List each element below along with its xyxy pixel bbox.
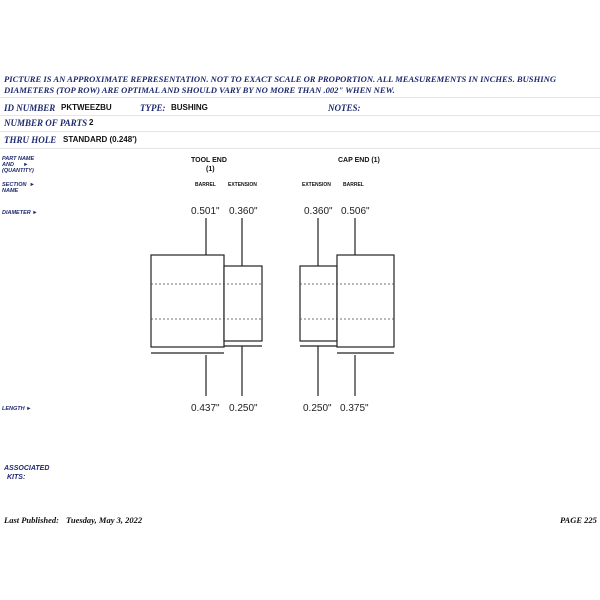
associated-kits-label: ASSOCIATED KITS: (4, 465, 50, 481)
cap-extension-length: 0.250" (303, 403, 332, 414)
tool-barrel-length: 0.437" (191, 403, 220, 414)
cap-barrel-shape (337, 255, 394, 347)
thru-hole-value: STANDARD (0.248') (63, 135, 137, 144)
arrow-icon: ► (23, 162, 29, 168)
tool-extension-length: 0.250" (229, 403, 258, 414)
number-of-parts-value: 2 (89, 118, 94, 127)
disclaimer-line-1: PICTURE IS AN APPROXIMATE REPRESENTATION. NOT TO EXACT SCALE OR PROPORTION. ALL MEASUREMENTS IN INCHES. BUSHING (4, 74, 557, 84)
diameter-label: DIAMETER ► (2, 210, 38, 216)
disclaimer-line-2: DIAMETERS (TOP ROW) ARE OPTIMAL AND SHOULD VARY BY NO MORE THAN .002" WHEN NEW. (4, 85, 395, 95)
cap-end-title: CAP END (1) (338, 157, 380, 164)
tool-extension-shape (224, 266, 262, 341)
length-label: LENGTH ► (2, 406, 32, 412)
notes-label: NOTES: (328, 103, 361, 113)
last-published-date: Tuesday, May 3, 2022 (66, 515, 143, 525)
last-published-label: Last Published: (4, 515, 60, 525)
tool-barrel-shape (151, 255, 224, 347)
tool-barrel-diameter: 0.501" (191, 206, 220, 217)
type-label: TYPE: (140, 103, 166, 113)
cap-barrel-length: 0.375" (340, 403, 369, 414)
tool-end-extension-label: EXTENSION (228, 182, 257, 188)
arrow-icon: ► (26, 406, 32, 412)
cap-end-extension-label: EXTENSION (302, 182, 331, 188)
arrow-icon: ► (32, 210, 38, 216)
cap-end-barrel-label: BARREL (343, 182, 364, 188)
tool-end-title: TOOL END (191, 157, 227, 164)
tool-extension-diameter: 0.360" (229, 206, 258, 217)
id-number-value: PKTWEEZBU (61, 103, 112, 112)
arrow-icon: ► (29, 182, 35, 188)
cap-extension-diameter: 0.360" (304, 206, 333, 217)
tool-end-qty: (1) (206, 166, 215, 173)
number-of-parts-label: NUMBER OF PARTS (4, 118, 88, 128)
section-name-label: SECTION ► NAME (2, 182, 35, 194)
type-value: BUSHING (171, 103, 208, 112)
id-number-label: ID NUMBER (4, 103, 56, 113)
tool-end-barrel-label: BARREL (195, 182, 216, 188)
cap-extension-shape (300, 266, 337, 341)
page-number: PAGE 225 (560, 515, 597, 525)
thru-hole-label: THRU HOLE (4, 135, 57, 145)
part-name-label: PART NAME AND ► (QUANTITY) (2, 156, 35, 174)
cap-barrel-diameter: 0.506" (341, 206, 370, 217)
